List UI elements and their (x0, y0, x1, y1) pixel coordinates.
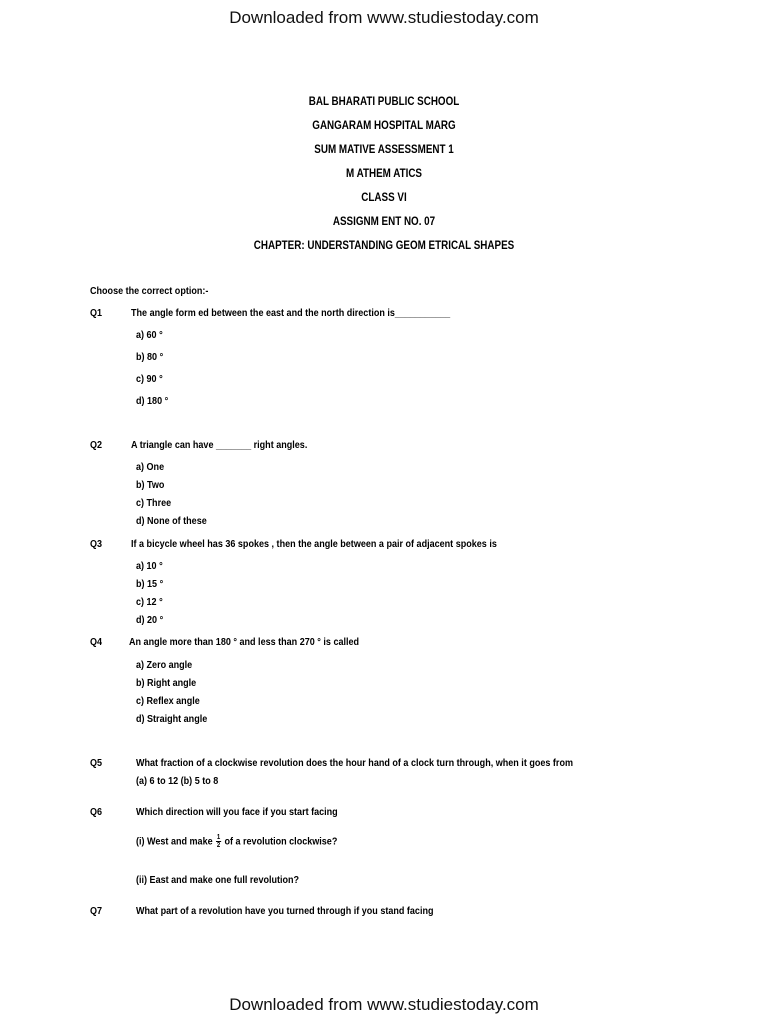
assessment-title: SUM MATIVE ASSESSMENT 1 (314, 142, 454, 156)
option-item: d) None of these (136, 515, 207, 527)
option-item: a) 60 ° (136, 329, 163, 341)
subpart-text: (i) West and make (136, 835, 213, 848)
question-subpart (136, 834, 337, 849)
option-item: c) Three (136, 497, 172, 509)
class-title: CLASS VI (361, 190, 407, 204)
option-item: b) 80 ° (136, 351, 164, 363)
question-text: If a bicycle wheel has 36 spokes , then the angle between a pair of adjacent spokes is (131, 538, 497, 550)
option-item: a) Zero angle (136, 659, 193, 671)
option-item: c) Reflex angle (136, 695, 200, 707)
fraction-numerator: 1 (216, 834, 221, 841)
download-banner-top: Downloaded from www.studiestoday.com (229, 8, 539, 27)
question-text: Which direction will you face if you start facing (136, 806, 338, 818)
question-number: Q6 (90, 806, 103, 818)
option-item: d) 180 ° (136, 395, 169, 407)
question-number: Q7 (90, 905, 103, 917)
option-item: b) Two (136, 479, 165, 491)
option-item: b) 15 ° (136, 578, 164, 590)
question-number: Q5 (90, 757, 103, 769)
option-item: a) 10 ° (136, 560, 163, 572)
option-item: d) 20 ° (136, 614, 164, 626)
fraction (216, 834, 221, 849)
option-item: a) One (136, 461, 165, 473)
question-text: A triangle can have _______ right angles. (131, 439, 308, 451)
question-text: The angle form ed between the east and the north direction is___________ (131, 307, 451, 319)
instruction-text: Choose the correct option:- (90, 285, 209, 297)
option-item: c) 12 ° (136, 596, 163, 608)
chapter-title: CHAPTER: UNDERSTANDING GEOM ETRICAL SHAPES (253, 238, 515, 252)
option-item: d) Straight angle (136, 713, 208, 725)
question-subpart: (ii) East and make one full revolution? (136, 874, 300, 886)
option-item: c) 90 ° (136, 373, 163, 385)
school-address: GANGARAM HOSPITAL MARG (312, 118, 456, 132)
option-item: b) Right angle (136, 677, 197, 689)
question-text: What part of a revolution have you turned through if you stand facing (136, 905, 434, 917)
question-text: An angle more than 180 ° and less than 270 ° is called (129, 636, 360, 648)
question-text: What fraction of a clockwise revolution does the hour hand of a clock turn through, when it goes from (136, 757, 573, 769)
school-name: BAL BHARATI PUBLIC SCHOOL (308, 94, 460, 108)
assignment-number: ASSIGNM ENT NO. 07 (332, 214, 436, 228)
question-number: Q1 (90, 307, 103, 319)
subpart-text: of a revolution clockwise? (224, 835, 338, 848)
download-banner-bottom: Downloaded from www.studiestoday.com (229, 995, 539, 1014)
question-text-continued: (a) 6 to 12 (b) 5 to 8 (136, 775, 219, 787)
question-number: Q4 (90, 636, 103, 648)
fraction-denominator: 2 (216, 842, 221, 849)
question-number: Q3 (90, 538, 103, 550)
question-number: Q2 (90, 439, 103, 451)
subject-title: M ATHEM ATICS (346, 166, 422, 180)
